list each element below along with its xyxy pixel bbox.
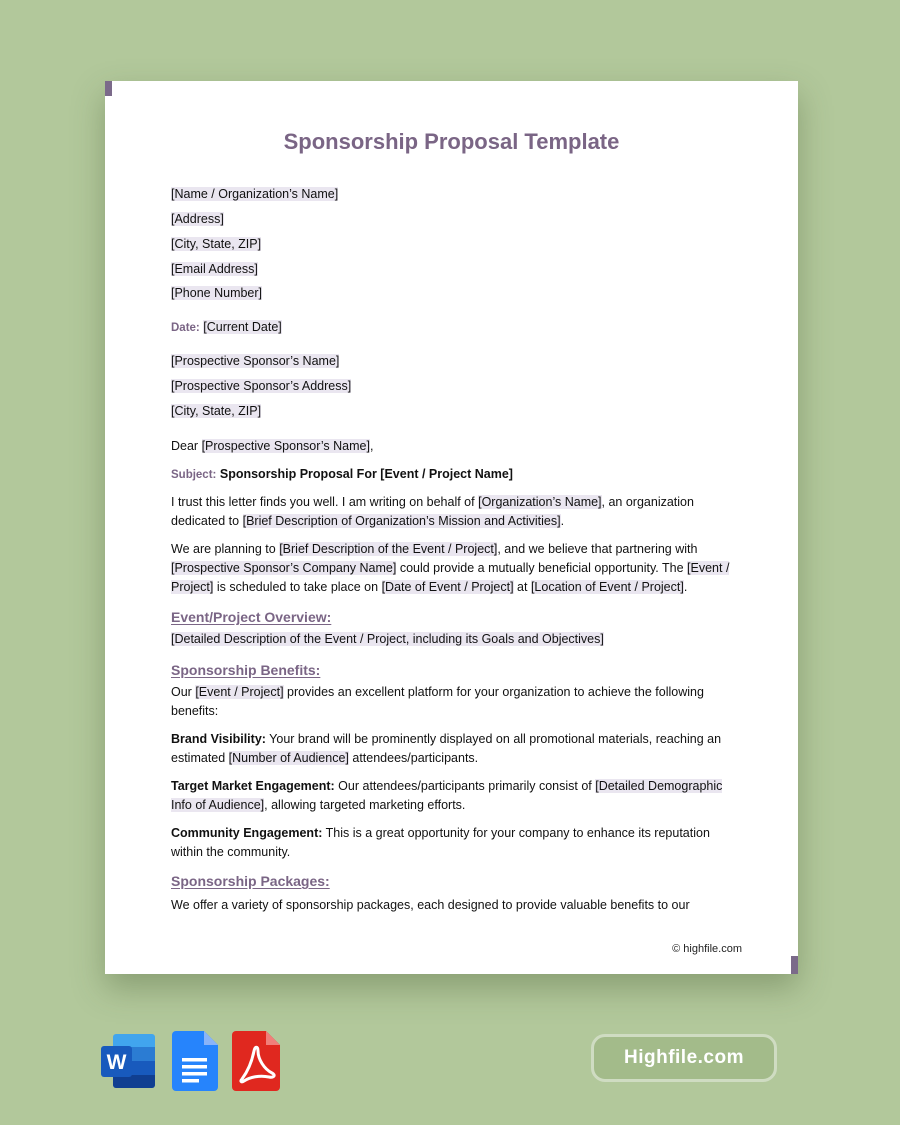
greeting [171,437,373,456]
community-label: Community Engagement: [171,826,323,840]
date-line [171,318,282,338]
p2-text-3: could provide a mutually beneficial opportunity. The [396,561,688,575]
p1-text-1: I trust this letter finds you well. I am writing on behalf of [171,495,479,509]
sender-address: [Address] [171,212,224,226]
overview-text: [Detailed Description of the Event / Project, including its Goals and Objectives] [171,632,604,646]
p2-field-event-description: [Brief Description of the Event / Project] [279,542,498,556]
p1-text-3: . [560,514,565,528]
paragraph-intro [171,493,731,531]
sender-email: [Email Address] [171,262,258,276]
p2-field-date: [Date of Event / Project] [381,580,514,594]
heading-benefits: Sponsorship Benefits: [171,662,321,678]
community-text: This is a great opportunity for your company to enhance its reputation within the community. [171,826,710,859]
recipient-address: [Prospective Sponsor’s Address] [171,379,352,393]
greeting-prefix: Dear [171,439,202,453]
p2-field-location: [Location of Event / Project] [530,580,684,594]
target-text-1: Our attendees/participants primarily consist of [334,779,596,793]
date-label: Date: [171,322,200,334]
subject-line [171,465,513,485]
google-docs-icon[interactable] [172,1031,218,1096]
p1-field-mission: [Brief Description of Organization’s Mission and Activities] [242,514,561,528]
p2-text-6: . [683,580,688,594]
target-label: Target Market Engagement: [171,779,335,793]
p1-text-2: , an organization dedicated to [171,495,694,528]
benefits-intro-text-2: provides an excellent platform for your organization to achieve the following benefits: [171,685,704,718]
greeting-name: [Prospective Sponsor’s Name] [201,439,370,453]
p2-text-2: , and we believe that partnering with [497,542,698,556]
benefits-intro-field: [Event / Project] [195,685,284,699]
recipient-city: [City, State, ZIP] [171,404,262,418]
sender-city: [City, State, ZIP] [171,237,262,251]
heading-packages: Sponsorship Packages: [171,873,330,889]
brand-field-audience: [Number of Audience] [228,751,349,765]
p2-field-sponsor-company: [Prospective Sponsor’s Company Name] [171,561,397,575]
sender-block [171,185,338,204]
p2-text-1: We are planning to [171,542,280,556]
brand-label: Brand Visibility: [171,732,266,746]
p2-field-event: [Event / Project] [171,561,730,594]
document-page [105,81,798,974]
packages-text: We offer a variety of sponsorship packages, each designed to provide valuable benefits to our [171,898,690,912]
sender-phone: [Phone Number] [171,286,263,300]
p1-field-organization: [Organization’s Name] [478,495,602,509]
benefit-target-market [171,777,731,815]
benefits-intro-text-1: Our [171,685,196,699]
greeting-suffix: , [369,439,374,453]
subject-text: Sponsorship Proposal For [Event / Project Name] [219,467,513,481]
corner-accent-bottom [791,956,798,974]
benefits-intro [171,683,731,721]
benefit-brand-visibility [171,730,731,768]
document-title: Sponsorship Proposal Template [283,129,620,154]
pdf-icon[interactable] [232,1031,280,1096]
corner-accent-top [105,81,112,96]
target-field-demographic: [Detailed Demographic Info of Audience] [171,779,723,812]
heading-overview: Event/Project Overview: [171,609,332,625]
sender-name: [Name / Organization’s Name] [171,187,339,201]
word-icon[interactable] [101,1031,157,1096]
subject-label: Subject: [171,469,217,481]
copyright: © highfile.com [672,943,742,955]
p2-text-4: is scheduled to take place on [213,580,382,594]
highfile-brand-button[interactable]: Highfile.com [591,1034,777,1082]
word-icon-letter: W [106,1051,127,1074]
paragraph-event [171,540,731,597]
recipient-name: [Prospective Sponsor’s Name] [171,354,340,368]
benefit-community [171,824,731,862]
brand-text-1: Your brand will be prominently displayed on all promotional materials, reaching an estimated [171,732,722,765]
target-text-2: , allowing targeted marketing efforts. [264,798,466,812]
brand-text-2: attendees/participants. [348,751,479,765]
p2-text-5: at [513,580,531,594]
date-value: [Current Date] [203,320,282,334]
